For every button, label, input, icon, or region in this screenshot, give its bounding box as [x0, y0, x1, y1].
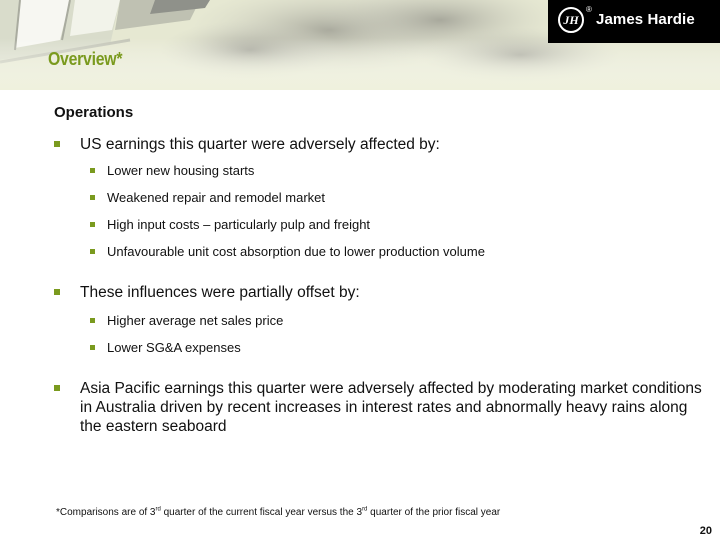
bullet-marker-icon — [54, 385, 60, 391]
footnote-superscript-2: rd — [362, 506, 368, 513]
footnote-part-1: *Comparisons are of 3 — [56, 507, 156, 518]
footnote-part-3: quarter of the prior fiscal year — [367, 507, 501, 518]
bullet-marker-icon — [90, 345, 95, 350]
bullet-marker-icon — [90, 222, 95, 227]
bullet-text: These influences were partially offset by: — [80, 284, 360, 301]
section-heading: Operations — [54, 104, 134, 121]
sub-bullet — [90, 313, 690, 329]
bullet-marker-icon — [54, 289, 60, 295]
registered-mark: ® — [586, 5, 592, 14]
bullet-marker-icon — [54, 141, 60, 147]
sub-bullet-text: High input costs – particularly pulp and freight — [107, 217, 371, 232]
bullet-asia-pacific — [54, 379, 704, 436]
footnote — [56, 507, 500, 518]
sub-bullet — [90, 217, 690, 233]
page-number: 20 — [699, 525, 712, 537]
sub-bullet-text: Higher average net sales price — [107, 313, 284, 328]
sub-bullet — [90, 190, 690, 206]
sub-bullet-text: Lower new housing starts — [107, 163, 255, 178]
bullet-marker-icon — [90, 195, 95, 200]
bullet-text: Asia Pacific earnings this quarter were adversely affected by moderating market conditions in Australia driven by recent increases in interest rates and abnormally heavy rains along the eastern seaboard — [80, 380, 702, 435]
bullet-marker-icon — [90, 168, 95, 173]
sub-bullet — [90, 340, 690, 356]
bullet-marker-icon — [90, 249, 95, 254]
sub-bullet — [90, 244, 690, 260]
footnote-superscript-1: rd — [155, 506, 161, 513]
sub-bullet-text: Weakened repair and remodel market — [107, 190, 325, 205]
bullet-us-earnings — [54, 135, 704, 154]
logo-text: James Hardie — [596, 11, 695, 28]
bullet-offset — [54, 283, 704, 302]
sub-bullet-text: Lower SG&A expenses — [107, 340, 241, 355]
sub-bullet-text: Unfavourable unit cost absorption due to lower production volume — [107, 244, 485, 259]
logo-mark-icon: JH — [558, 7, 584, 33]
company-logo — [548, 0, 720, 43]
header-banner — [0, 0, 720, 90]
bullet-text: US earnings this quarter were adversely affected by: — [80, 136, 440, 153]
bullet-marker-icon — [90, 318, 95, 323]
footnote-part-2: quarter of the current fiscal year versus the 3 — [160, 507, 363, 518]
slide-title: Overview* — [48, 49, 123, 69]
sub-bullet — [90, 163, 690, 179]
